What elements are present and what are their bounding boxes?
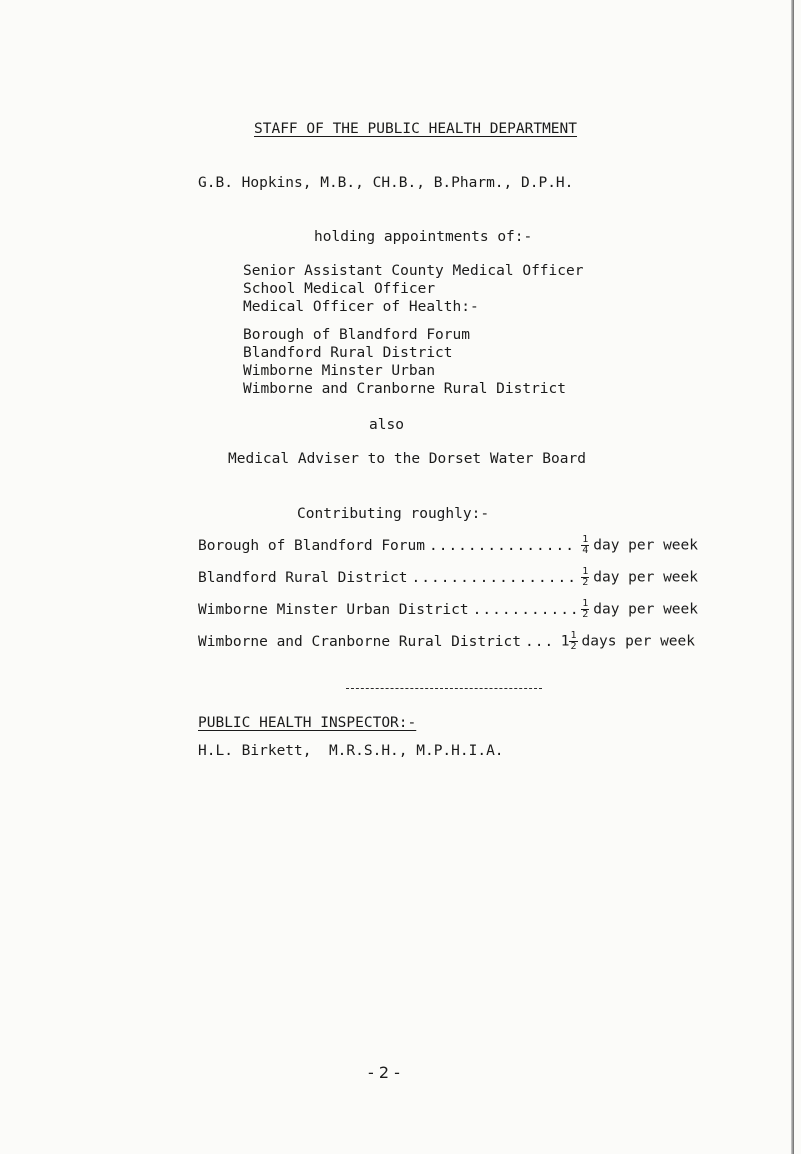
district-item: Wimborne Minster Urban (243, 363, 436, 379)
page-heading: STAFF OF THE PUBLIC HEALTH DEPARTMENT (254, 121, 578, 137)
district-item: Blandford Rural District (243, 345, 453, 361)
district-item: Wimborne and Cranborne Rural District (243, 381, 567, 397)
fraction: $\frac{1}{2}$ (582, 598, 589, 620)
contribution-amount: $\frac{1}{2}$ day per week (582, 566, 698, 588)
fraction: $\frac{1}{2}$ (570, 630, 577, 652)
contribution-name: Blandford Rural District (198, 569, 408, 586)
appointment-item: Medical Officer of Health:- (243, 299, 479, 315)
section-divider (346, 688, 542, 689)
contribution-row (198, 599, 698, 619)
inspector-name: H.L. Birkett, M.R.S.H., M.P.H.I.A. (198, 743, 504, 759)
scan-page-edge (791, 0, 794, 1154)
contributing-label: Contributing roughly:- (297, 506, 490, 522)
fraction: $\frac{1}{4}$ (582, 534, 589, 556)
contribution-name: Borough of Blandford Forum (198, 537, 425, 554)
district-item: Borough of Blandford Forum (243, 327, 470, 343)
dot-leader (429, 538, 577, 554)
dot-leader (412, 570, 578, 586)
contribution-name: Wimborne Minster Urban District (198, 601, 469, 618)
contribution-amount: $\frac{1}{4}$ day per week (582, 534, 698, 556)
appointment-item: School Medical Officer (243, 281, 436, 297)
contribution-row (198, 631, 695, 651)
contribution-name: Wimborne and Cranborne Rural District (198, 633, 522, 650)
also-label: also (369, 417, 404, 433)
adviser-line: Medical Adviser to the Dorset Water Board (228, 451, 586, 467)
inspector-heading: PUBLIC HEALTH INSPECTOR:- (198, 715, 417, 731)
page-number: - 2 - (368, 1063, 400, 1082)
holding-label: holding appointments of:- (314, 229, 533, 245)
officer-name: G.B. Hopkins, M.B., CH.B., B.Pharm., D.P.H. (198, 175, 574, 191)
fraction: $\frac{1}{2}$ (582, 566, 589, 588)
contribution-amount: $\frac{1}{2}$ day per week (582, 598, 698, 620)
dot-leader (525, 634, 557, 650)
contribution-amount: 1 $\frac{1}{2}$ days per week (560, 630, 695, 652)
appointment-item: Senior Assistant County Medical Officer (243, 263, 584, 279)
contribution-row (198, 535, 698, 555)
contribution-row (198, 567, 698, 587)
dot-leader (473, 602, 578, 618)
